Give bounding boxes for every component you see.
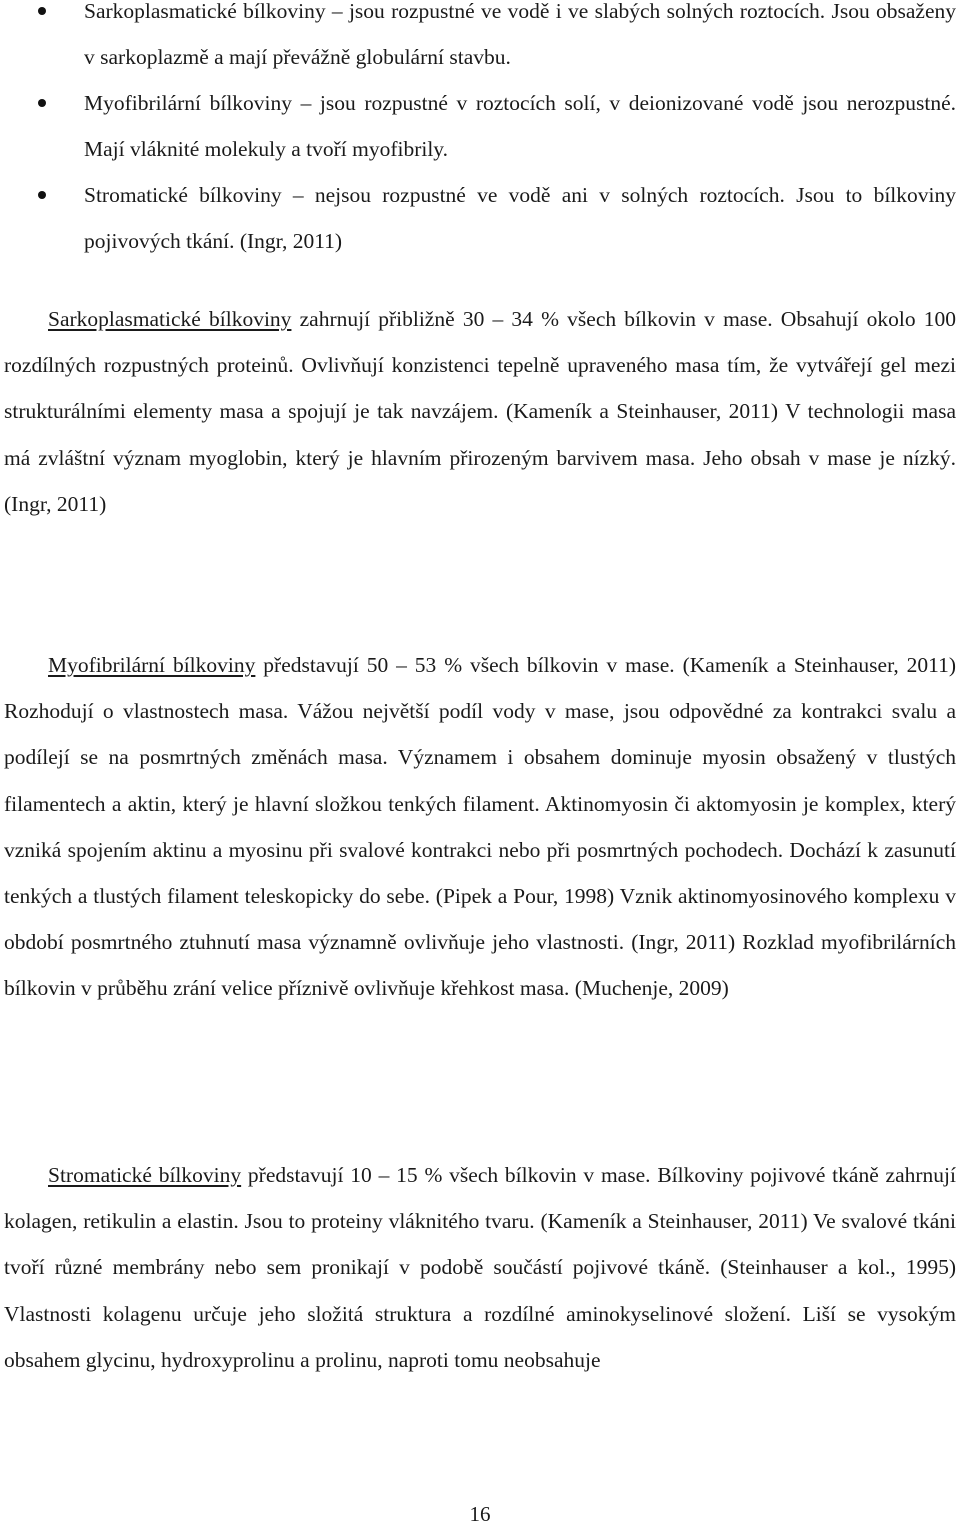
bullet-icon bbox=[38, 7, 46, 15]
paragraph-myofibrillar bbox=[4, 642, 956, 1012]
paragraph-text: představují 10 – 15 % všech bílkovin v mase. Bílkoviny pojivové tkáně zahrnují kolagen, retikulin a elastin. Jsou to proteiny vláknitého tvaru. (Kameník a Steinhauser, 2011) Ve svalové tkáni tvoří různé membrány nebo sem pronikají v podobě součástí pojivové tkáně. (Steinhauser a kol., 1995) Vlastnosti kolagenu určuje jeho složitá struktura a rozdílné aminokyselinové složení. Liší se vysokým obsahem glycinu, hydroxyprolinu a prolinu, naproti tomu neobsahuje bbox=[4, 1163, 956, 1372]
page-number: 16 bbox=[469, 1502, 491, 1526]
bullet-icon bbox=[38, 99, 46, 107]
list-item bbox=[0, 172, 960, 264]
paragraph-sarcoplasmic bbox=[4, 296, 956, 527]
paragraph-term: Myofibrilární bílkoviny bbox=[48, 653, 256, 677]
bullet-icon bbox=[38, 191, 46, 199]
list-item-text: Stromatické bílkoviny – nejsou rozpustné ve vodě ani v solných roztocích. Jsou to bílkoviny pojivových tkání. (Ingr, 2011) bbox=[84, 183, 956, 253]
list-item bbox=[0, 80, 960, 172]
list-item bbox=[0, 0, 960, 80]
paragraph-text: zahrnují přibližně 30 – 34 % všech bílkovin v mase. Obsahují okolo 100 rozdílných rozpustných proteinů. Ovlivňují konzistenci tepelně upraveného masa tím, že vytvářejí gel mezi strukturálními elementy masa a spojují je tak navzájem. (Kameník a Steinhauser, 2011) V technologii masa má zvláštní význam myoglobin, který je hlavním přirozeným barvivem masa. Jeho obsah v mase je nízký. (Ingr, 2011) bbox=[4, 307, 956, 516]
paragraph-text: představují 50 – 53 % všech bílkovin v mase. (Kameník a Steinhauser, 2011) Rozhodují o vlastnostech masa. Vážou největší podíl vody v mase, jsou odpovědné za kontrakci svalu a podílejí se na posmrtných změnách masa. Významem i obsahem dominuje myosin obsažený v tlustých filamentech a aktin, který je hlavní složkou tenkých filament. Aktinomyosin či aktomyosin je komplex, který vzniká spojením aktinu a myosinu při svalové kontrakci nebo při posmrtných pochodech. Dochází k zasunutí tenkých a tlustých filament teleskopicky do sebe. (Pipek a Pour, 1998) Vznik aktinomyosinového komplexu v období posmrtného ztuhnutí masa významně ovlivňuje jeho vlastnosti. (Ingr, 2011) Rozklad myofibrilárních bílkovin v průběhu zrání velice příznivě ovlivňuje křehkost masa. (Muchenje, 2009) bbox=[4, 653, 957, 1001]
paragraph-stromal bbox=[4, 1152, 956, 1383]
paragraph-term: Stromatické bílkoviny bbox=[48, 1163, 242, 1187]
paragraph-term: Sarkoplasmatické bílkoviny bbox=[48, 307, 292, 331]
list-item-text: Myofibrilární bílkoviny – jsou rozpustné v roztocích solí, v deionizované vodě jsou nerozpustné. Mají vláknité molekuly a tvoří myofibrily. bbox=[84, 91, 956, 161]
list-item-text: Sarkoplasmatické bílkoviny – jsou rozpustné ve vodě i ve slabých solných roztocích. Jsou obsaženy v sarkoplazmě a mají převážně globulární stavbu. bbox=[84, 0, 956, 69]
protein-types-list bbox=[0, 0, 960, 264]
